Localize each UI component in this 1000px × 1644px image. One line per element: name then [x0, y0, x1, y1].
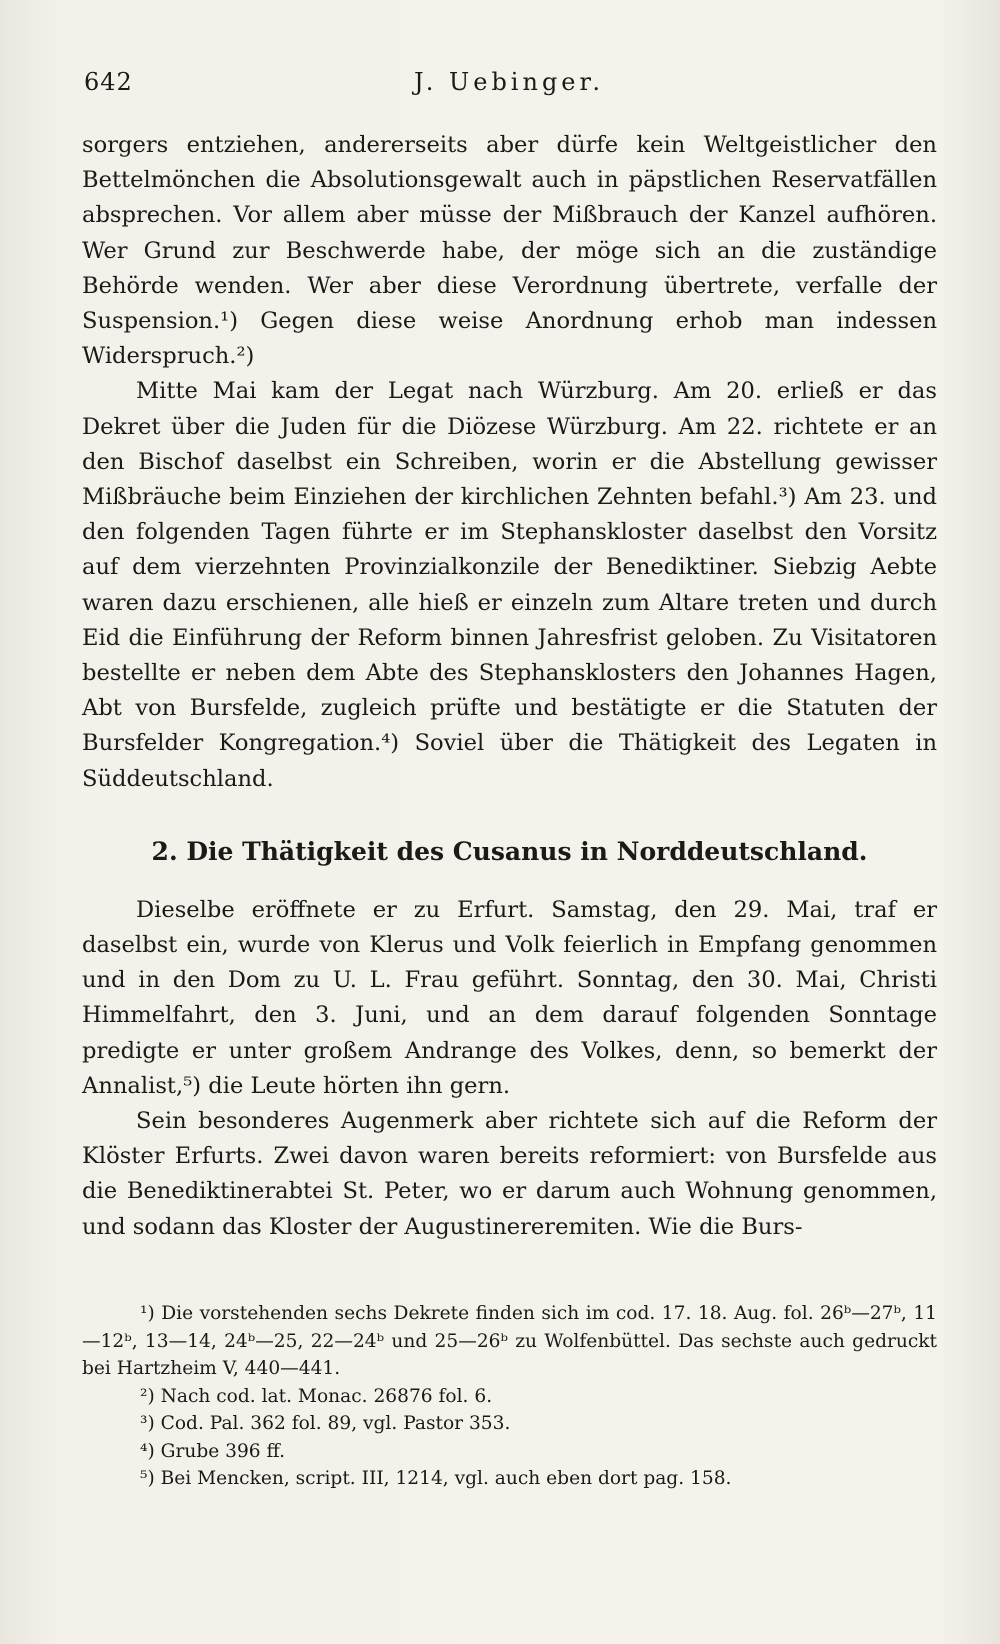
page-number: 642 — [84, 68, 133, 96]
footnote-3: ³) Cod. Pal. 362 fol. 89, vgl. Pastor 353. — [140, 1413, 511, 1434]
page-header — [84, 68, 934, 108]
paragraph-erfurt: Dieselbe eröffnete er zu Erfurt. Samstag, den 29. Mai, traf er daselbst ein, wurde von Klerus und Volk feierlich in Empfang genommen und in den Dom zu U. L. Frau geführt. Sonntag, den 30. Mai, Christi Himmelfahrt, den 3. Juni, und an dem darauf folgenden Sonntage predigte er unter großem Andrange des Volkes, denn, so bemerkt der Annalist,⁵) die Leute hörten ihn gern. — [82, 896, 937, 1099]
footnote-1: ¹) Die vorstehenden sechs Dekrete finden sich im cod. 17. 18. Aug. fol. 26ᵇ—27ᵇ, 11—12ᵇ, 13—14, 24ᵇ—25, 22—24ᵇ und 25—26ᵇ zu Wolfenbüttel. Das sechste auch gedruckt bei Hartzheim V, 440—441. — [82, 1303, 937, 1379]
footnote-4: ⁴) Grube 396 ff. — [140, 1440, 286, 1462]
footnotes — [82, 1300, 937, 1493]
footnote-5: ⁵) Bei Mencken, script. III, 1214, vgl. auch eben dort pag. 158. — [140, 1468, 732, 1489]
paragraph-wuerzburg: Mitte Mai kam der Legat nach Würzburg. Am 20. erließ er das Dekret über die Juden für die Diözese Würzburg. Am 22. richtete er an den Bischof daselbst ein Schreiben, worin er die Abstellung gewisser Mißbräuche beim Einziehen der kirchlichen Zehnten befahl.³) Am 23. und den folgenden Tagen führte er im Stephanskloster daselbst den Vorsitz auf dem vierzehnten Provinzialkonzile der Benediktiner. Siebzig Aebte waren dazu erschienen, alle hieß er einzeln zum Altare treten und durch Eid die Einführung der Reform binnen Jahresfrist geloben. Zu Visitatoren bestellte er neben dem Abte des Stephansklosters den Johannes Hagen, Abt von Bursfelde, zugleich prüfte und bestätigte er die Statuten der Bursfelder Kongregation.⁴) Soviel über die Thätigkeit des Legaten in Süddeutschland. — [82, 378, 937, 792]
running-head: J. Uebinger. — [414, 68, 604, 96]
footnote-2: ²) Nach cod. lat. Monac. 26876 fol. 6. — [140, 1385, 493, 1407]
section-heading: 2. Die Thätigkeit des Cusanus in Norddeutschland. — [151, 836, 868, 866]
paragraph-reform: Sein besonderes Augenmerk aber richtete sich auf die Reform der Klöster Erfurts. Zwei davon waren bereits reformiert: von Bursfelde aus die Benediktinerabtei St. Peter, wo er darum auch Wohnung genommen, und sodann das Kloster der Augustinereremiten. Wie die Burs- — [82, 1108, 937, 1240]
paragraph-continued: sorgers entziehen, andererseits aber dürfe kein Weltgeistlicher den Bettelmönchen die Absolutionsgewalt auch in päpstlichen Reservatfällen absprechen. Vor allem aber müsse der Mißbrauch der Kanzel aufhören. Wer Grund zur Beschwerde habe, der möge sich an die zuständige Behörde wenden. Wer aber diese Verordnung übertrete, verfalle der Suspension.¹) Gegen diese weise Anordnung erhob man indessen Widerspruch.²) — [82, 132, 937, 370]
main-text — [82, 128, 937, 1245]
